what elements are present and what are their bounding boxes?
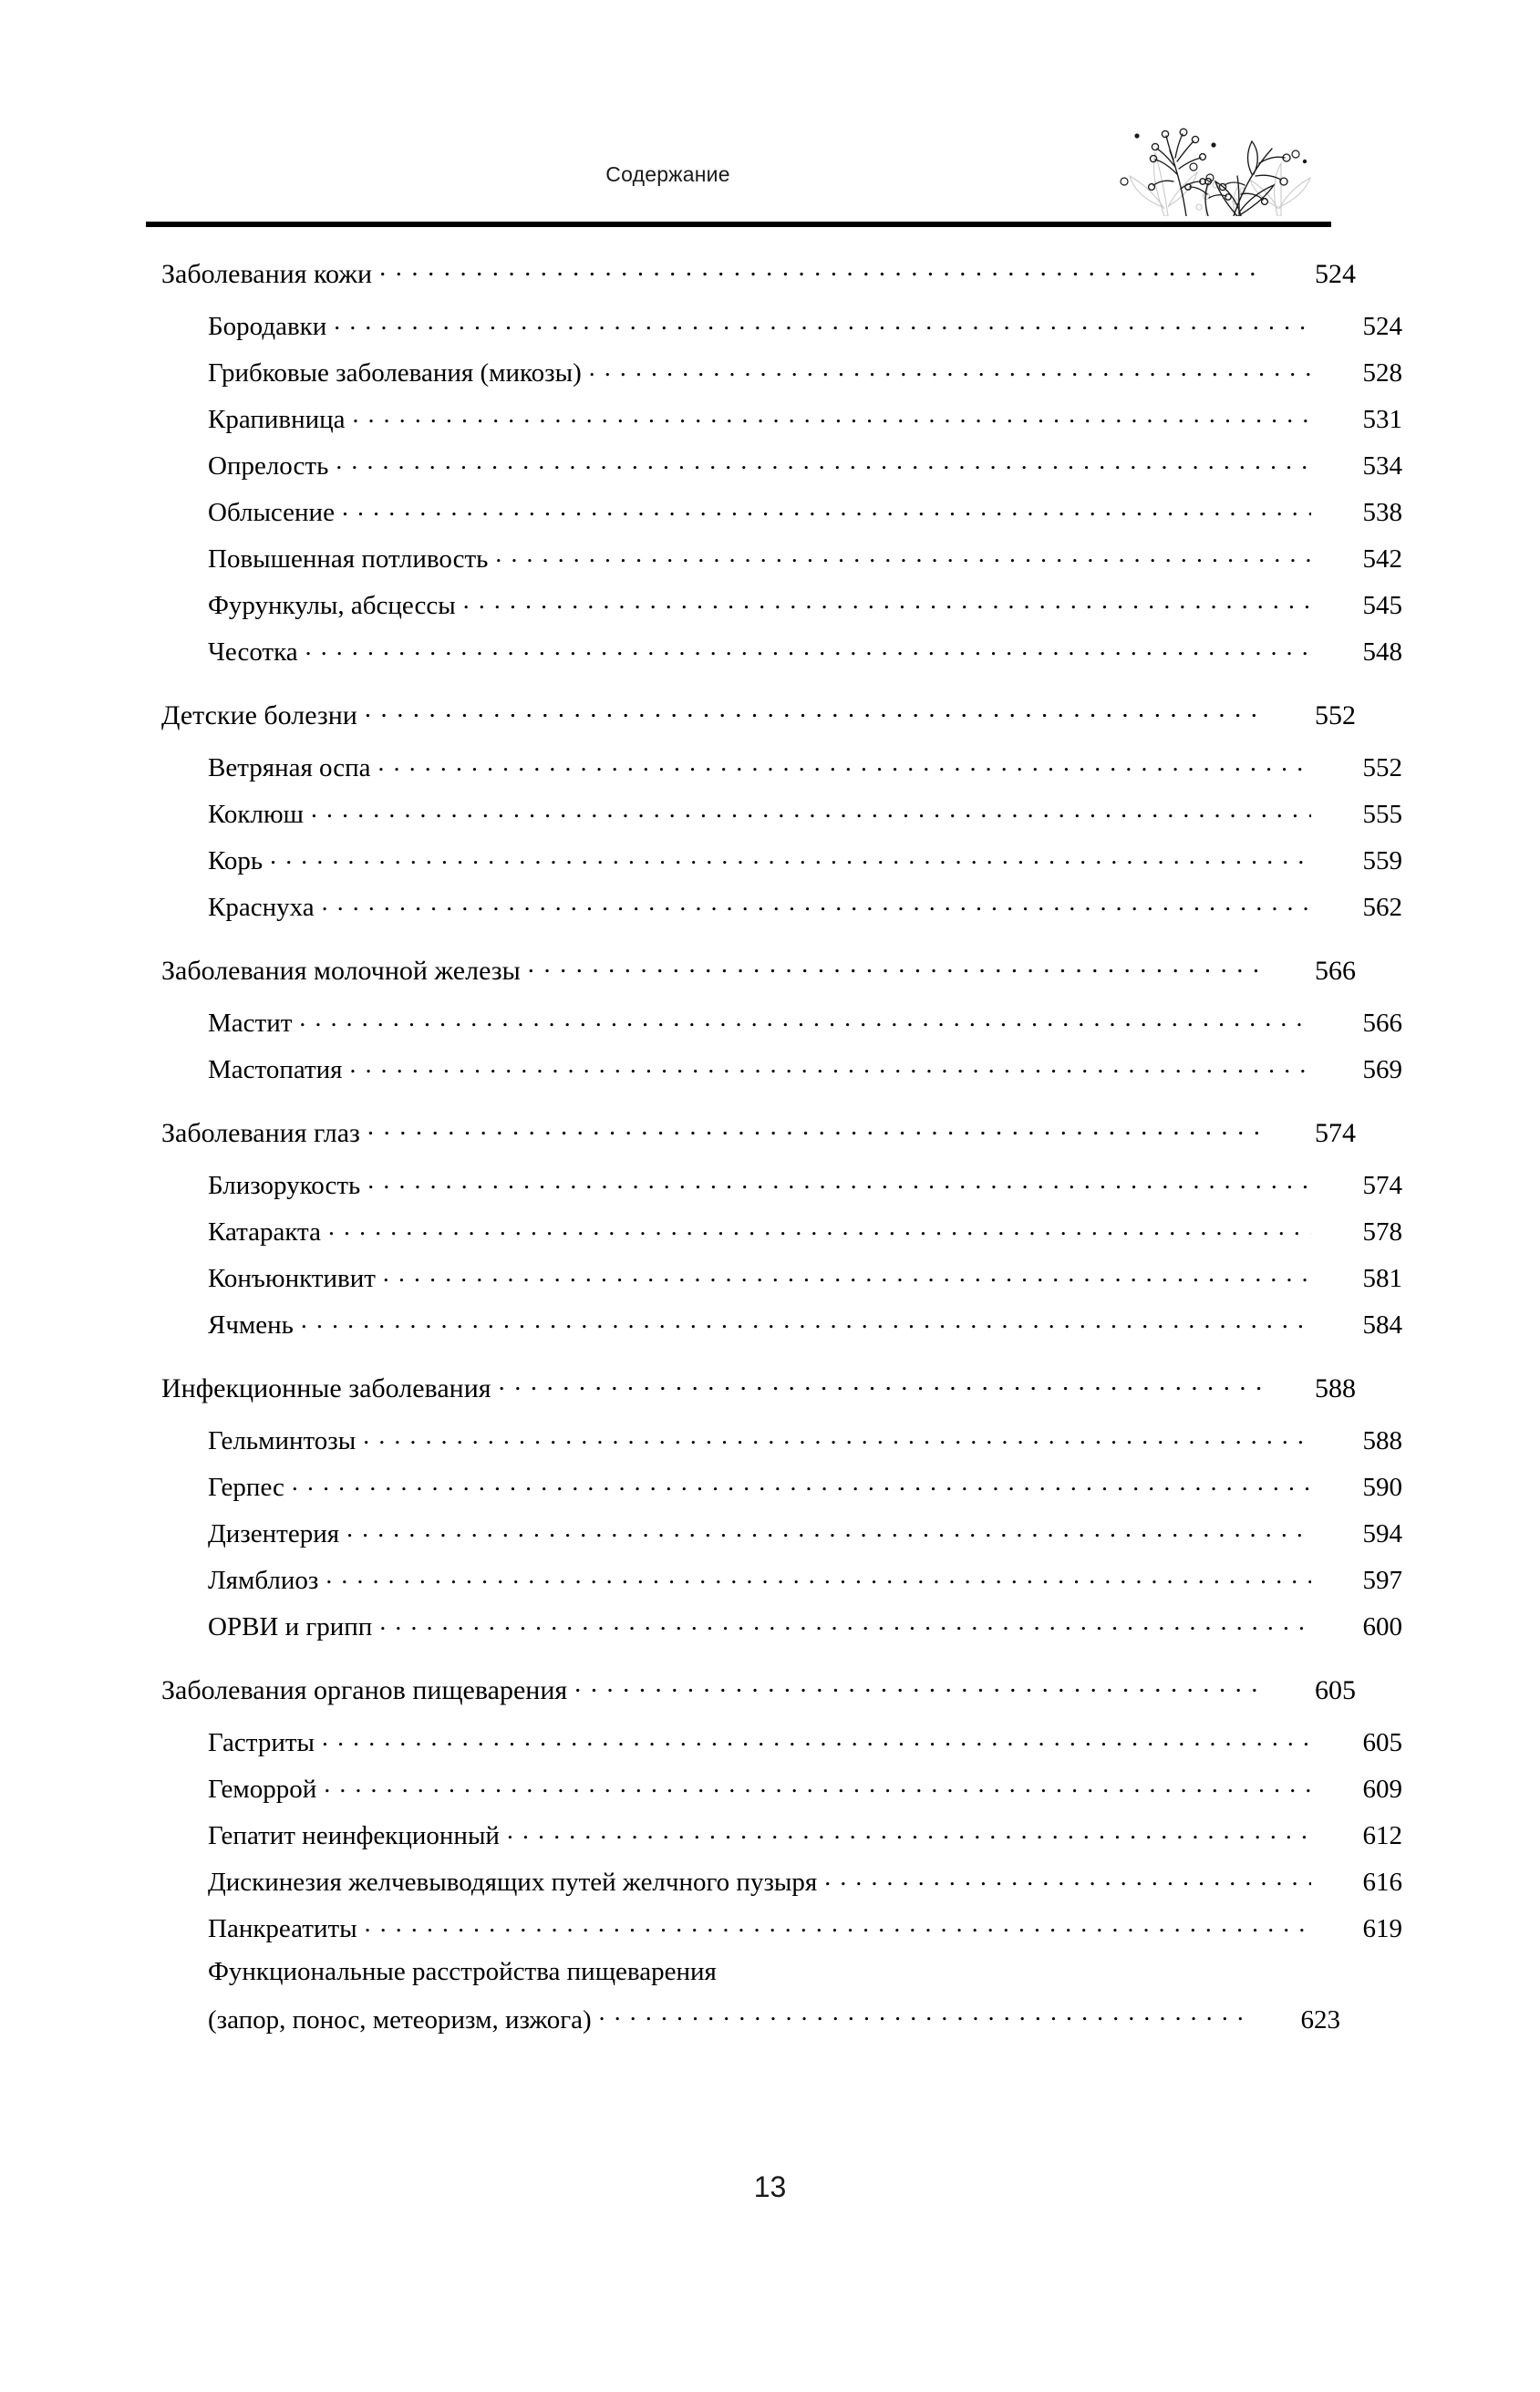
toc-item-entry[interactable] [146, 1864, 1402, 1896]
toc-item-entry[interactable] [146, 889, 1402, 921]
table-of-contents [146, 255, 1402, 2050]
dot-leader [326, 1562, 1311, 1589]
footer-page-number: 13 [753, 2170, 787, 2203]
toc-item-page-number: 600 [1362, 1612, 1402, 1641]
header-divider-rule [146, 222, 1331, 227]
toc-item-label: Гастриты [208, 1728, 315, 1757]
dot-leader [353, 401, 1312, 428]
running-header-title: Содержание [605, 162, 730, 186]
dot-leader [367, 1167, 1311, 1194]
toc-group [146, 1370, 1402, 1641]
toc-item-entry[interactable] [146, 1724, 1402, 1756]
toc-section-label: Заболевания глаз [161, 1118, 360, 1148]
toc-item-page-number: 584 [1362, 1310, 1402, 1340]
toc-item-page-number: 552 [1362, 753, 1402, 782]
dot-leader [322, 1724, 1311, 1751]
dot-leader [322, 889, 1311, 916]
toc-item-entry[interactable] [146, 634, 1402, 666]
dot-leader [305, 634, 1311, 660]
toc-item-entry[interactable] [146, 1817, 1402, 1849]
dot-leader [574, 1672, 1265, 1699]
dot-leader [383, 1260, 1311, 1287]
page-footer [0, 2170, 1540, 2204]
dot-leader [379, 1609, 1311, 1635]
toc-item-label: Корь [208, 846, 264, 875]
toc-item-page-number: 555 [1362, 800, 1402, 829]
toc-item-page-number: 566 [1362, 1009, 1402, 1038]
toc-section-page-number: 552 [1315, 700, 1356, 730]
toc-item-label: Опрелость [208, 451, 329, 481]
toc-item-label: Функциональные расстройства пищеварения [208, 1957, 717, 1986]
toc-section-page-number: 605 [1315, 1675, 1356, 1705]
dot-leader [379, 255, 1265, 283]
dot-leader [589, 355, 1311, 381]
toc-section-entry[interactable] [146, 1672, 1356, 1704]
toc-item-entry[interactable] [146, 1167, 1402, 1199]
toc-item-page-number: 559 [1362, 846, 1402, 875]
toc-item-label: Краснуха [208, 893, 315, 922]
toc-item-entry[interactable] [146, 1423, 1402, 1455]
toc-item-entry[interactable] [146, 1469, 1402, 1501]
toc-item-page-number: 616 [1362, 1868, 1402, 1897]
toc-section-page-number: 574 [1315, 1118, 1356, 1148]
dot-leader [499, 1370, 1265, 1397]
toc-item-label: Фурункулы, абсцессы [208, 591, 456, 620]
dot-leader [507, 1817, 1311, 1844]
toc-item-page-number: 612 [1362, 1821, 1402, 1850]
toc-item-page-number: 548 [1362, 637, 1402, 667]
toc-item-page-number: 545 [1362, 591, 1402, 620]
toc-item-page-number: 524 [1362, 312, 1402, 341]
toc-item-page-number: 542 [1362, 544, 1402, 574]
toc-section-entry[interactable] [146, 697, 1356, 730]
toc-item-label: Дизентерия [208, 1519, 340, 1548]
toc-item-label-continuation: (запор, понос, метеоризм, изжога) [208, 2005, 592, 2035]
dot-leader [311, 796, 1311, 823]
toc-section-label: Инфекционные заболевания [161, 1373, 491, 1403]
page-header [146, 137, 1331, 228]
toc-item-page-number: 531 [1362, 405, 1402, 434]
toc-section-label: Детские болезни [161, 700, 357, 730]
dot-leader [350, 1051, 1312, 1078]
toc-item-label: Гельминтозы [208, 1426, 357, 1455]
toc-item-page-number: 605 [1362, 1728, 1402, 1757]
dot-leader [299, 1005, 1311, 1031]
dot-leader [292, 1469, 1311, 1496]
toc-item-label: Лямблиоз [208, 1566, 319, 1595]
toc-item-page-number: 538 [1362, 498, 1402, 527]
toc-item-page-number: 528 [1362, 358, 1402, 388]
toc-item-label: ОРВИ и грипп [208, 1612, 373, 1641]
toc-section-entry[interactable] [146, 1114, 1356, 1147]
toc-item-page-number: 597 [1362, 1566, 1402, 1595]
toc-item-entry[interactable] [146, 448, 1402, 480]
toc-section-label: Заболевания органов пищеварения [161, 1675, 568, 1705]
toc-item-entry[interactable] [146, 796, 1402, 828]
toc-item-label: Чесотка [208, 637, 298, 667]
toc-item-entry[interactable] [146, 494, 1402, 526]
toc-item-label: Бородавки [208, 312, 327, 341]
toc-item-label: Геморрой [208, 1775, 317, 1804]
toc-item-entry[interactable] [146, 1307, 1402, 1339]
toc-item-entry[interactable] [146, 541, 1402, 573]
toc-item-label: Крапивница [208, 405, 346, 434]
toc-item-second-line [208, 2002, 1340, 2035]
dot-leader [324, 1771, 1311, 1797]
toc-item-page-number: 594 [1362, 1519, 1402, 1548]
toc-item-entry[interactable] [146, 750, 1402, 782]
toc-item-page-number: 562 [1362, 893, 1402, 922]
toc-item-label: Грибковые заболевания (микозы) [208, 358, 582, 388]
toc-item-page-number: 569 [1362, 1055, 1402, 1084]
dot-leader [342, 494, 1311, 521]
dot-leader [270, 843, 1311, 869]
toc-section-entry[interactable] [146, 952, 1356, 985]
toc-item-label: Мастопатия [208, 1055, 343, 1084]
dot-leader [301, 1307, 1311, 1333]
dot-leader [495, 541, 1311, 567]
dot-leader [365, 1910, 1311, 1937]
toc-item-page-number: 534 [1362, 451, 1402, 481]
toc-item-entry[interactable] [146, 1910, 1402, 1942]
dot-leader [334, 308, 1311, 335]
dot-leader [463, 587, 1311, 614]
toc-item-label: Ячмень [208, 1310, 294, 1340]
toc-item-page-number: 578 [1362, 1217, 1402, 1247]
toc-item-page-number: 609 [1362, 1775, 1402, 1804]
dot-leader [378, 750, 1311, 776]
toc-item-entry[interactable] [146, 843, 1402, 875]
dot-leader [599, 2002, 1249, 2028]
toc-item-label: Коклюш [208, 800, 304, 829]
dot-leader [363, 1423, 1311, 1449]
toc-item-page-number: 588 [1362, 1426, 1402, 1455]
toc-item-entry[interactable] [146, 1771, 1402, 1803]
toc-item-entry[interactable] [146, 1562, 1402, 1594]
toc-item-entry[interactable] [146, 308, 1402, 340]
dot-leader [528, 952, 1265, 979]
toc-section-page-number: 588 [1315, 1373, 1356, 1403]
toc-item-label: Мастит [208, 1009, 293, 1038]
toc-item-entry[interactable] [146, 1051, 1402, 1083]
toc-item-page-number: 574 [1362, 1171, 1402, 1200]
toc-item-label: Облысение [208, 498, 335, 527]
toc-item-label: Дискинезия желчевыводящих путей желчного пузыря [208, 1868, 818, 1897]
toc-item-entry[interactable] [146, 1957, 1340, 2035]
dot-leader [824, 1864, 1311, 1890]
toc-group [146, 255, 1402, 667]
toc-item-entry[interactable] [146, 1214, 1402, 1246]
toc-section-label: Заболевания кожи [161, 259, 373, 289]
toc-item-label: Повышенная потливость [208, 544, 489, 574]
toc-item-label: Панкреатиты [208, 1914, 357, 1943]
dot-leader [365, 697, 1265, 724]
toc-item-entry[interactable] [146, 1516, 1402, 1548]
toc-item-entry[interactable] [146, 587, 1402, 619]
toc-section-label: Заболевания молочной железы [161, 956, 521, 986]
toc-group [146, 952, 1402, 1084]
dot-leader [367, 1114, 1265, 1142]
toc-item-label: Гепатит неинфекционный [208, 1821, 500, 1850]
toc-item-page-number: 623 [1300, 2005, 1340, 2035]
toc-section-entry[interactable] [146, 1370, 1356, 1403]
toc-item-label: Близорукость [208, 1171, 361, 1200]
toc-group [146, 1672, 1402, 2035]
toc-item-label: Герпес [208, 1473, 284, 1502]
toc-item-page-number: 581 [1362, 1264, 1402, 1293]
toc-section-page-number: 524 [1315, 259, 1356, 289]
toc-item-entry[interactable] [146, 1609, 1402, 1641]
dot-leader [328, 1214, 1311, 1240]
toc-item-label: Катаракта [208, 1217, 321, 1247]
toc-item-label: Ветряная оспа [208, 753, 371, 782]
toc-section-page-number: 566 [1315, 956, 1356, 986]
toc-item-page-number: 590 [1362, 1473, 1402, 1502]
dot-leader [336, 448, 1311, 474]
dot-leader [346, 1516, 1311, 1542]
floral-branch-icon [1099, 79, 1327, 216]
toc-item-page-number: 619 [1362, 1914, 1402, 1943]
toc-item-entry[interactable] [146, 355, 1402, 387]
toc-group [146, 1114, 1402, 1340]
toc-section-entry[interactable] [146, 255, 1356, 288]
toc-item-entry[interactable] [146, 1260, 1402, 1292]
toc-item-entry[interactable] [146, 401, 1402, 433]
toc-group [146, 697, 1402, 922]
toc-item-label: Конъюнктивит [208, 1264, 376, 1293]
toc-item-entry[interactable] [146, 1005, 1402, 1037]
